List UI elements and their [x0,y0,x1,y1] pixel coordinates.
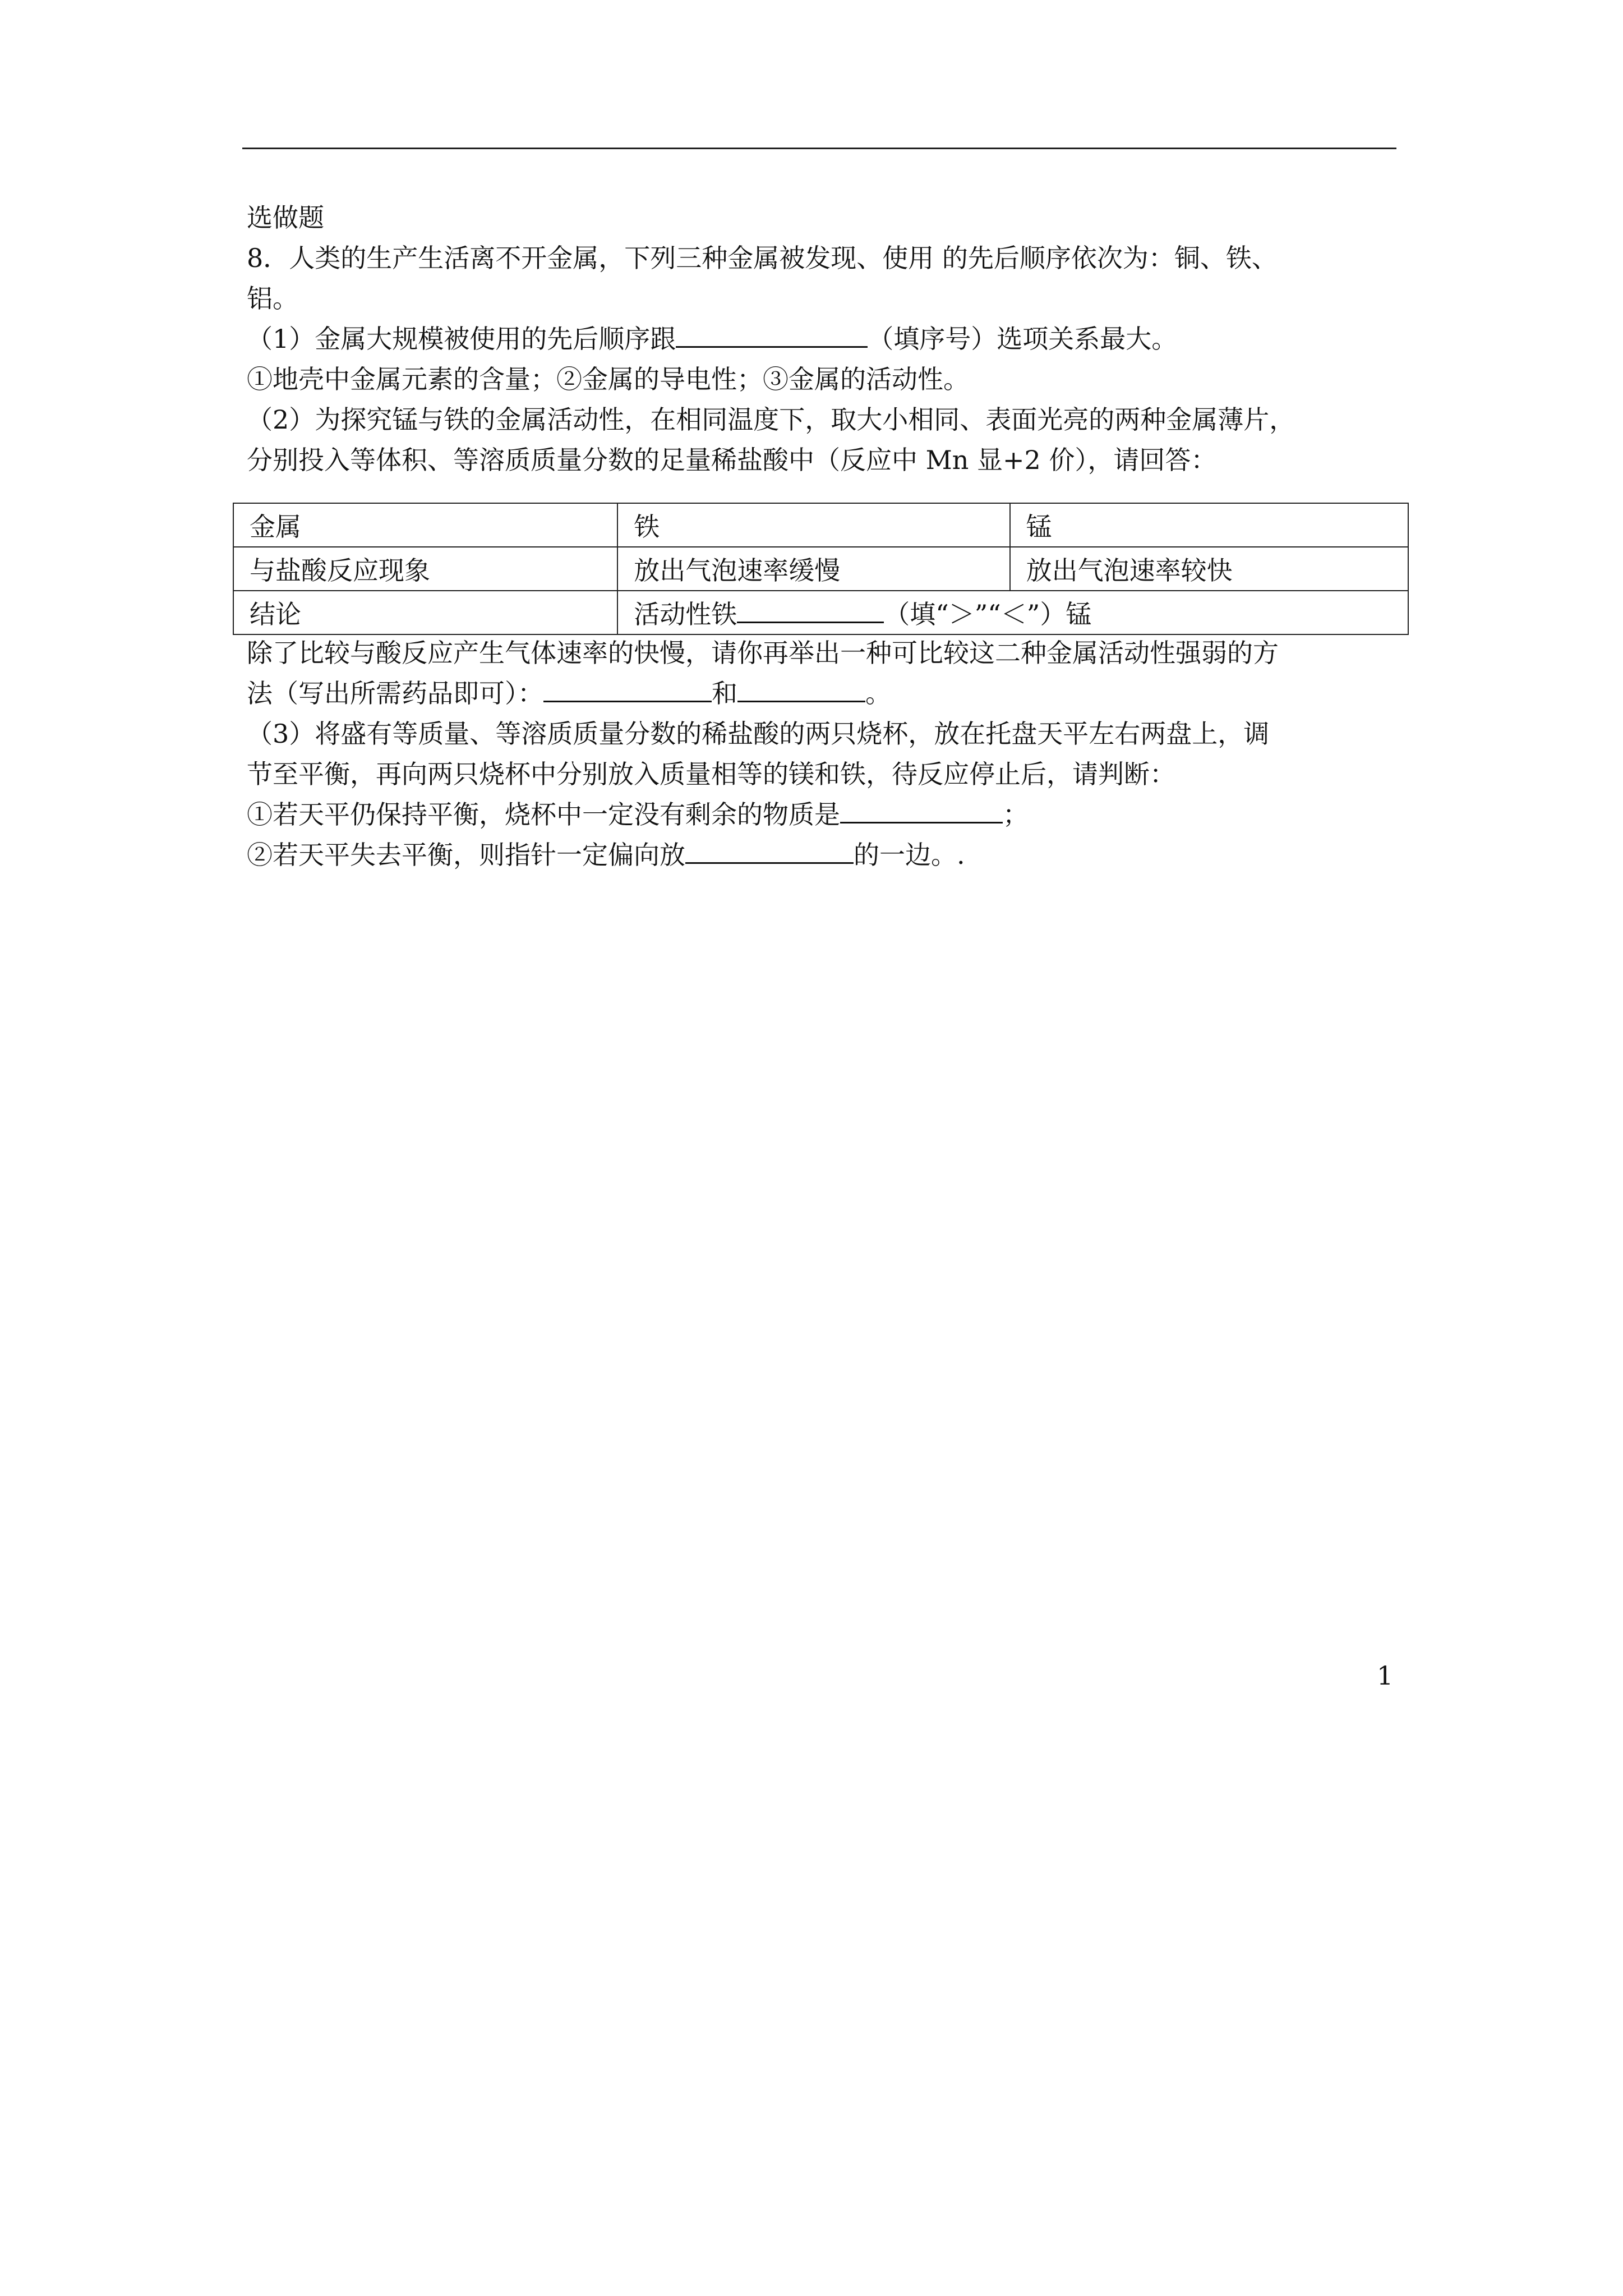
section-title: 选做题 [247,203,324,233]
item2-end: 的一边。. [854,840,965,870]
conclusion-suffix: （填“＞”“＜”）锰 [884,599,1092,629]
item2-answer-blank[interactable] [685,835,854,864]
method-answer-blank-2[interactable] [737,674,865,702]
method-prefix: 法（写出所需药品即可）： [247,678,543,708]
table-header-cell: 铁 [617,503,1009,547]
method-answer-blank-1[interactable] [543,674,712,702]
method-end: 。 [865,678,891,708]
method-line-1: 除了比较与酸反应产生气体速率的快慢，请你再举出一种可比较这二种金属活动性强弱的方 [247,638,1279,668]
part1-options: ①地壳中金属元素的含量；②金属的导电性；③金属的活动性。 [247,364,969,394]
after-table-block [247,633,1402,875]
question-stem-line-1: 8．人类的生产生活离不开金属，下列三种金属被发现、使用 的先后顺序依次为：铜、铁、 [247,243,1278,273]
conclusion-answer-blank[interactable] [737,595,884,623]
page-number: 1 [1377,1660,1394,1691]
part1-answer-blank[interactable] [676,319,868,348]
part1-prefix: （1）金属大规模被使用的先后顺序跟 [247,324,676,354]
item2-prefix: ②若天平失去平衡，则指针一定偏向放 [247,840,685,870]
question-stem-line-2: 铝。 [247,283,298,314]
part1-question [247,319,1402,359]
table-cell: 与盐酸反应现象 [233,547,617,591]
question-block [247,197,1402,480]
part3-item-1 [247,794,1402,835]
part1-suffix: （填序号）选项关系最大。 [868,324,1178,354]
table-cell: 放出气泡速率缓慢 [617,547,1009,591]
table-header-cell: 锰 [1010,503,1408,547]
conclusion-cell [617,591,1408,634]
item1-prefix: ①若天平仍保持平衡，烧杯中一定没有剩余的物质是 [247,799,840,830]
item1-answer-blank[interactable] [840,795,1003,823]
table-row [233,591,1408,634]
method-and: 和 [712,678,737,708]
part3-line-1: （3）将盛有等质量、等溶质质量分数的稀盐酸的两只烧杯，放在托盘天平左右两盘上，调 [247,719,1270,749]
experiment-table [233,503,1409,635]
header-rule [242,148,1396,149]
conclusion-prefix: 活动性铁 [634,599,737,629]
table-row [233,503,1408,547]
table-row [233,547,1408,591]
part2-line-2: 分别投入等体积、等溶质质量分数的足量稀盐酸中（反应中 Mn 显+2 价），请回答： [247,445,1217,475]
part2-line-1: （2）为探究锰与铁的金属活动性，在相同温度下，取大小相同、表面光亮的两种金属薄片， [247,404,1295,435]
method-line-2 [247,673,1402,714]
part3-line-2: 节至平衡，再向两只烧杯中分别放入质量相等的镁和铁，待反应停止后，请判断： [247,759,1175,789]
item1-end: ； [1003,799,1029,830]
table-cell: 结论 [233,591,617,634]
table-cell: 放出气泡速率较快 [1010,547,1408,591]
table-header-cell: 金属 [233,503,617,547]
part3-item-2 [247,835,1402,875]
